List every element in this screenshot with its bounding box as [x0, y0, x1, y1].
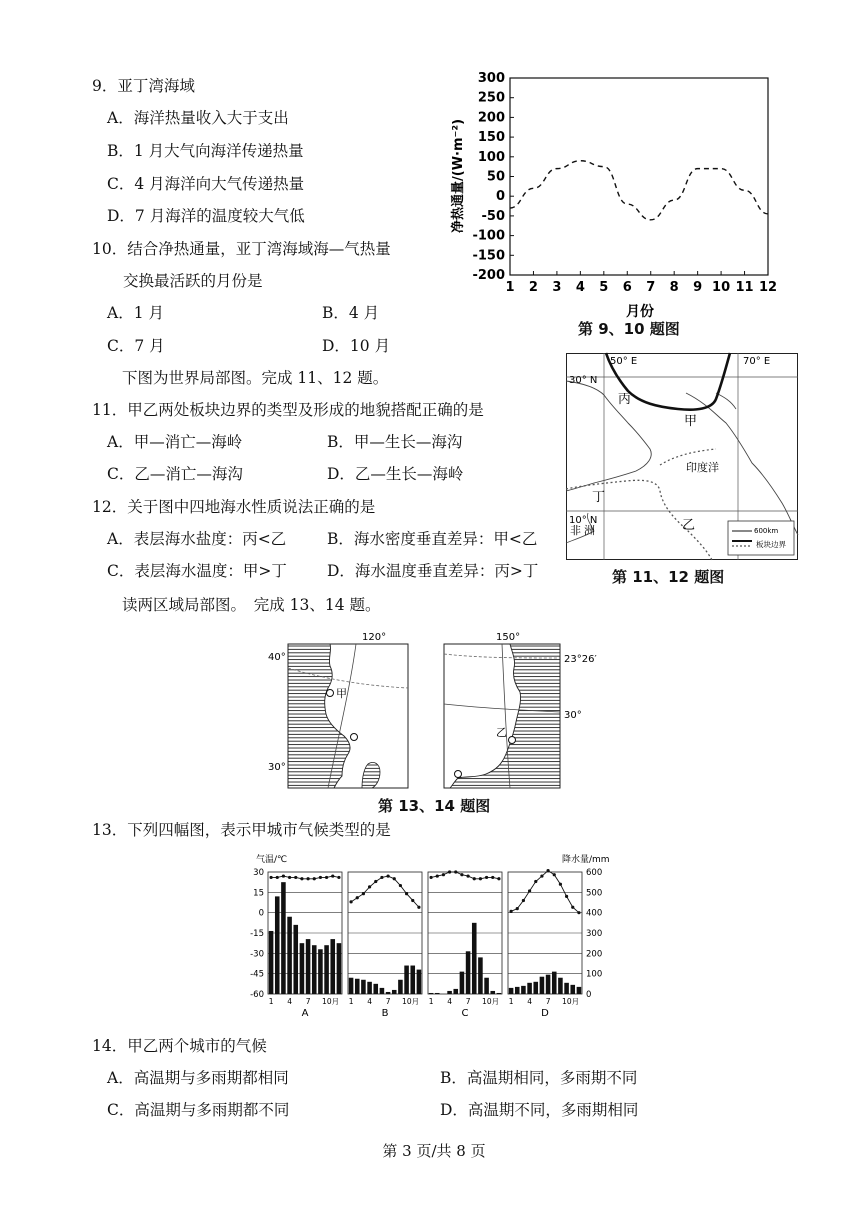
climate-panel-c	[428, 870, 502, 1019]
temp-point	[294, 876, 297, 879]
temp-point	[288, 876, 291, 879]
flux-x-tick-label: 10	[712, 280, 731, 295]
climate-panel-label: D	[541, 1008, 549, 1019]
flux-y-axis-label: 净热通量/(W·m⁻²)	[451, 118, 466, 234]
precip-bar	[521, 986, 526, 994]
temp-point	[565, 895, 568, 898]
flux-y-tick-label: -100	[472, 228, 505, 244]
precip-bar	[472, 923, 477, 994]
precip-bar	[558, 978, 563, 994]
climate-panel-label: B	[381, 1008, 389, 1019]
precip-tick-label: 100	[586, 969, 603, 980]
scale-label: 600km	[754, 527, 779, 535]
temp-point	[460, 873, 463, 876]
temp-point	[436, 874, 439, 877]
lat-10n-label: 10° N	[569, 515, 598, 526]
temp-point	[485, 876, 488, 879]
q9-option-a: A．海洋热量收入大于支出	[107, 109, 289, 127]
flux-x-tick-label: 2	[528, 280, 538, 295]
temp-point	[362, 892, 365, 895]
precip-bar	[429, 993, 434, 994]
precip-bar	[466, 951, 471, 994]
flux-x-tick-label: 12	[758, 280, 778, 295]
precip-bar	[337, 943, 342, 994]
label-bing: 丙	[618, 392, 632, 407]
precip-bar	[546, 975, 551, 994]
temp-point	[497, 877, 500, 880]
temp-point	[300, 877, 303, 880]
right-map-lat-top: 23°26′	[564, 654, 597, 665]
q11-option-b: B．甲—生长—海沟	[327, 433, 463, 451]
temp-point	[276, 876, 279, 879]
flux-y-tick-label: 150	[477, 130, 505, 146]
precip-bar	[318, 949, 323, 994]
temp-point	[399, 884, 402, 887]
precip-tick-label: 300	[586, 929, 603, 939]
flux-x-tick-label: 7	[646, 280, 656, 295]
q10-option-c: C．7 月	[107, 337, 165, 355]
precip-bar	[410, 966, 415, 994]
precip-bar	[324, 945, 329, 994]
month-tick-label: 4	[287, 997, 292, 1006]
flux-y-tick-label: 200	[477, 110, 505, 126]
precip-bar	[453, 989, 458, 994]
temp-point	[571, 906, 574, 909]
climate-panel-a	[268, 872, 342, 1019]
intro-11-12: 下图为世界局部图。完成 11、12 题。	[122, 369, 389, 387]
fig-11-12-caption: 第 11、12 题图	[612, 568, 725, 586]
africa-label-1: 非	[570, 524, 581, 537]
q10-stem-line2: 交换最活跃的月份是	[123, 272, 263, 290]
temp-point	[516, 907, 519, 910]
temp-point	[325, 876, 328, 879]
temp-point	[319, 876, 322, 879]
q10-stem: 10．结合净热通量，亚丁湾海域海—气热量	[92, 240, 391, 258]
label-ding: 丁	[592, 490, 606, 505]
africa-label-2: 洲	[584, 524, 595, 537]
temp-point	[534, 880, 537, 883]
q9-option-b: B．1 月大气向海洋传递热量	[107, 142, 304, 160]
q9-stem: 9．亚丁湾海域	[92, 77, 195, 95]
legend-label: 板块边界	[756, 540, 786, 549]
net-heat-flux-chart	[440, 66, 790, 346]
month-tick-label: 7	[305, 997, 311, 1006]
q11-option-a: A．甲—消亡—海岭	[107, 433, 243, 451]
precip-bar	[355, 979, 360, 994]
precip-bar	[398, 980, 403, 994]
temp-point	[454, 870, 457, 873]
label-yi: 乙	[682, 518, 696, 533]
flux-x-tick-label: 4	[575, 280, 585, 295]
lon-50e-label: 50° E	[610, 356, 638, 367]
temp-point	[417, 906, 420, 909]
precip-bar	[435, 993, 440, 994]
q10-option-b: B．4 月	[322, 304, 380, 322]
left-map-lon-label: 120°	[362, 632, 387, 643]
month-tick-label: 10月	[482, 997, 500, 1006]
temp-tick-label: 0	[258, 908, 264, 919]
precip-bar	[269, 931, 274, 994]
precip-bar	[300, 943, 305, 994]
q14-option-d: D．高温期不同，多雨期相同	[440, 1101, 639, 1119]
month-tick-label: 7	[545, 997, 551, 1006]
month-tick-label: 10月	[402, 997, 420, 1006]
precip-bar	[533, 982, 538, 994]
region-map-left	[258, 628, 418, 790]
flux-series-line	[510, 161, 768, 220]
climate-panel-b	[348, 872, 422, 1019]
precip-tick-label: 500	[586, 888, 603, 899]
right-map-lon-label: 150°	[496, 632, 521, 643]
flux-x-tick-label: 11	[735, 280, 754, 295]
q12-option-d: D．海水温度垂直差异：丙>丁	[327, 562, 539, 580]
q10-option-d: D．10 月	[322, 337, 391, 355]
precip-bar	[497, 993, 502, 994]
precip-bar	[570, 985, 575, 994]
precip-bar	[509, 988, 514, 994]
temp-point	[356, 896, 359, 899]
temp-point	[479, 877, 482, 880]
temp-point	[553, 873, 556, 876]
q11-option-d: D．乙—生长—海岭	[327, 465, 464, 483]
precip-bar	[392, 990, 397, 994]
precip-bar	[293, 925, 298, 994]
precip-bar	[417, 970, 422, 994]
flux-y-tick-label: 250	[477, 90, 505, 106]
region-map-right	[440, 628, 620, 790]
precip-bar	[478, 957, 483, 994]
temp-point	[368, 885, 371, 888]
month-tick-label: 4	[527, 997, 532, 1006]
temp-point	[540, 874, 543, 877]
climate-charts	[236, 852, 626, 1022]
q11-option-c: C．乙—消亡—海沟	[107, 465, 243, 483]
precip-bar	[281, 882, 286, 994]
precip-bar	[349, 978, 354, 994]
right-map-lat-mid: 30°	[564, 710, 582, 721]
temp-point	[386, 874, 389, 877]
precip-bar	[577, 987, 582, 994]
temp-point	[374, 880, 377, 883]
month-tick-label: 1	[268, 997, 274, 1006]
flux-y-tick-label: 50	[486, 169, 505, 185]
temp-tick-label: -15	[250, 929, 264, 939]
precip-bar	[275, 896, 280, 994]
month-tick-label: 10月	[562, 997, 580, 1006]
temp-point	[282, 874, 285, 877]
precip-tick-label: 200	[586, 949, 603, 960]
precip-bar	[552, 972, 557, 994]
temp-point	[473, 877, 476, 880]
flux-y-tick-label: 100	[477, 149, 505, 165]
precip-tick-label: 400	[586, 908, 603, 919]
temp-point	[313, 877, 316, 880]
flux-x-tick-label: 9	[693, 280, 703, 295]
precip-bar	[386, 992, 391, 994]
temp-point	[405, 892, 408, 895]
climate-panel-label: A	[301, 1008, 309, 1019]
month-tick-label: 1	[348, 997, 354, 1006]
precip-bar	[361, 980, 366, 994]
precip-bar	[287, 917, 292, 994]
precip-bar	[460, 972, 465, 994]
temp-point	[411, 899, 414, 902]
month-tick-label: 4	[367, 997, 372, 1006]
precip-bar	[380, 988, 385, 994]
flux-plot-frame	[510, 78, 768, 275]
label-jia: 甲	[684, 414, 698, 429]
flux-y-tick-label: -150	[472, 248, 505, 264]
flux-x-tick-label: 1	[505, 280, 515, 295]
q14-stem: 14．甲乙两个城市的气候	[92, 1037, 267, 1055]
temp-point	[331, 874, 334, 877]
temp-point	[509, 910, 512, 913]
precip-tick-label: 0	[586, 990, 592, 1000]
temp-point	[448, 870, 451, 873]
fig-13-14-caption: 第 13、14 题图	[378, 797, 491, 815]
month-tick-label: 1	[428, 997, 434, 1006]
lat-30n-label: 30° N	[569, 375, 598, 386]
flux-y-tick-label: 0	[495, 189, 505, 205]
temp-point	[442, 873, 445, 876]
indian-ocean-map	[566, 353, 798, 561]
flux-y-tick-label: 300	[477, 71, 505, 86]
lon-70e-label: 70° E	[743, 356, 771, 367]
q9-option-c: C．4 月海洋向大气传递热量	[107, 175, 305, 193]
fig-9-10-caption: 第 9、10 题图	[578, 320, 680, 338]
indian-ocean-label: 印度洋	[686, 461, 719, 474]
month-tick-label: 4	[447, 997, 452, 1006]
temp-tick-label: 30	[253, 868, 264, 878]
q12-stem: 12．关于图中四地海水性质说法正确的是	[92, 498, 376, 516]
temp-tick-label: -30	[250, 949, 264, 960]
precip-bar	[367, 982, 372, 994]
precip-bar	[527, 983, 532, 994]
right-map-city-label: 乙	[496, 726, 507, 739]
q14-option-b: B．高温期相同，多雨期不同	[440, 1069, 638, 1087]
temp-point	[337, 876, 340, 879]
temp-point	[466, 874, 469, 877]
temp-tick-label: 15	[253, 888, 264, 899]
precip-bar	[330, 939, 335, 994]
month-tick-label: 7	[385, 997, 391, 1006]
precip-bar	[484, 978, 489, 994]
q12-option-b: B．海水密度垂直差异：甲<乙	[327, 530, 538, 548]
precip-bar	[404, 966, 409, 994]
precip-bar	[515, 987, 520, 994]
flux-x-tick-label: 3	[552, 280, 562, 295]
precip-bar	[540, 977, 545, 994]
flux-x-axis-label: 月份	[626, 304, 654, 320]
temp-point	[349, 900, 352, 903]
page-footer: 第 3 页/共 8 页	[382, 1142, 486, 1160]
left-map-lat-bot: 30°	[268, 762, 286, 773]
q10-option-a: A．1 月	[107, 304, 164, 322]
climate-panel-d	[508, 869, 582, 1019]
q12-option-a: A．表层海水盐度：丙<乙	[107, 530, 287, 548]
temp-point	[269, 876, 272, 879]
temp-point	[429, 876, 432, 879]
precip-unit-label: 降水量/mm	[562, 855, 610, 865]
precip-bar	[373, 984, 378, 994]
flux-y-tick-label: -200	[472, 268, 505, 283]
flux-x-tick-label: 8	[669, 280, 679, 295]
q9-option-d: D．7 月海洋的温度较大气低	[107, 207, 305, 225]
precip-bar	[312, 945, 317, 994]
q12-option-c: C．表层海水温度：甲>丁	[107, 562, 287, 580]
temp-point	[393, 877, 396, 880]
month-tick-label: 1	[508, 997, 514, 1006]
temp-point	[577, 911, 580, 914]
precip-bar	[447, 991, 452, 994]
temp-point	[380, 876, 383, 879]
left-map-city-label: 甲	[336, 687, 347, 700]
temp-tick-label: -45	[250, 969, 264, 980]
q14-option-a: A．高温期与多雨期都相同	[107, 1069, 289, 1087]
flux-y-tick-label: -50	[481, 208, 505, 224]
flux-y-axis	[472, 71, 514, 283]
temp-point	[546, 869, 549, 872]
precip-bar	[490, 991, 495, 994]
q14-option-c: C．高温期与多雨期都不同	[107, 1101, 290, 1119]
month-tick-label: 10月	[322, 997, 340, 1006]
climate-panel-label: C	[461, 1008, 469, 1019]
temp-tick-label: -60	[250, 990, 264, 1000]
temp-point	[528, 889, 531, 892]
temp-unit-label: 气温/℃	[256, 855, 288, 865]
temp-point	[491, 876, 494, 879]
temp-point	[559, 883, 562, 886]
month-tick-label: 7	[465, 997, 471, 1006]
flux-x-tick-label: 5	[599, 280, 609, 295]
precip-bar	[564, 983, 569, 994]
temp-point	[306, 877, 309, 880]
precip-bar	[306, 939, 311, 994]
q11-stem: 11．甲乙两处板块边界的类型及形成的地貌搭配正确的是	[92, 401, 484, 419]
q13-stem: 13．下列四幅图，表示甲城市气候类型的是	[92, 821, 391, 839]
intro-13-14: 读两区域局部图。 完成 13、14 题。	[122, 596, 381, 614]
flux-x-tick-label: 6	[622, 280, 632, 295]
left-map-lat-top: 40°	[268, 652, 286, 663]
precip-tick-label: 600	[586, 868, 603, 878]
temp-point	[522, 899, 525, 902]
